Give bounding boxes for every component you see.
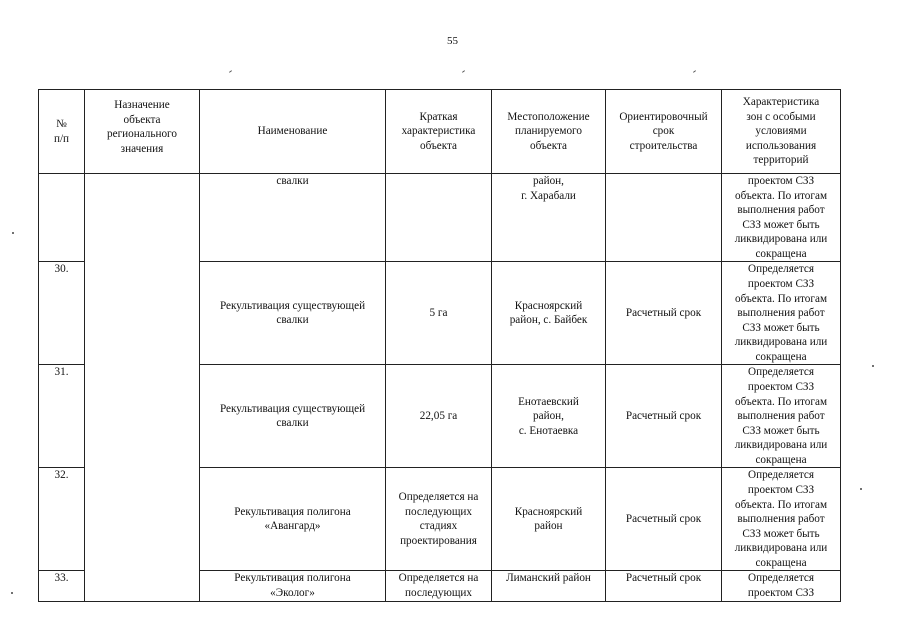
header-term: Ориентировочный срок строительства xyxy=(606,90,722,174)
cell-zones: Определяется проектом СЗЗ xyxy=(722,571,841,601)
cell-name: Рекультивация существующей свалки xyxy=(200,262,386,365)
cell-name: Рекультивация существующей свалки xyxy=(200,365,386,468)
cell-zones: Определяется проектом СЗЗ объекта. По итогам выполнения работ СЗЗ может быть ликвидирована или сокращена xyxy=(722,365,841,468)
cell-num xyxy=(39,174,85,262)
cell-location: Енотаевский район, с. Енотаевка xyxy=(492,365,606,468)
cell-term: Расчетный срок xyxy=(606,365,722,468)
cell-num: 31. xyxy=(39,365,85,468)
page-number: 55 xyxy=(447,35,458,47)
cell-zones: Определяется проектом СЗЗ объекта. По итогам выполнения работ СЗЗ может быть ликвидирована или сокращена xyxy=(722,262,841,365)
cell-num: 30. xyxy=(39,262,85,365)
header-brief: Краткая характеристика объекта xyxy=(386,90,492,174)
header-purpose: Назначение объекта регионального значения xyxy=(85,90,200,174)
header-location: Местоположение планируемого объекта xyxy=(492,90,606,174)
cell-location: Лиманский район xyxy=(492,571,606,601)
header-zones: Характеристика зон с особыми условиями использования территорий xyxy=(722,90,841,174)
cell-location: Красноярский район, с. Байбек xyxy=(492,262,606,365)
cell-brief: Определяется на последующих xyxy=(386,571,492,601)
scan-mark xyxy=(462,70,465,73)
scan-mark xyxy=(693,70,696,73)
cell-brief xyxy=(386,174,492,262)
header-name: Наименование xyxy=(200,90,386,174)
header-num: № п/п xyxy=(39,90,85,174)
cell-location: Красноярский район xyxy=(492,468,606,571)
cell-brief: 5 га xyxy=(386,262,492,365)
cell-zones: Определяется проектом СЗЗ объекта. По итогам выполнения работ СЗЗ может быть ликвидирована или сокращена xyxy=(722,468,841,571)
cell-num: 33. xyxy=(39,571,85,601)
scan-mark xyxy=(12,232,14,234)
cell-term: Расчетный срок xyxy=(606,262,722,365)
cell-zones: проектом СЗЗ объекта. По итогам выполнения работ СЗЗ может быть ликвидирована или сокращена xyxy=(722,174,841,262)
cell-brief: Определяется на последующих стадиях проектирования xyxy=(386,468,492,571)
cell-brief: 22,05 га xyxy=(386,365,492,468)
objects-table xyxy=(38,89,841,602)
scan-mark xyxy=(860,488,862,490)
table-row xyxy=(39,174,841,262)
scan-mark xyxy=(229,70,232,73)
scan-mark xyxy=(11,592,13,594)
table-header-row xyxy=(39,90,841,174)
cell-num: 32. xyxy=(39,468,85,571)
cell-term: Расчетный срок xyxy=(606,571,722,601)
cell-term: Расчетный срок xyxy=(606,468,722,571)
cell-name: Рекультивация полигона «Авангард» xyxy=(200,468,386,571)
cell-location: район, г. Харабали xyxy=(492,174,606,262)
cell-term xyxy=(606,174,722,262)
cell-purpose xyxy=(85,174,200,602)
cell-name: Рекультивация полигона «Эколог» xyxy=(200,571,386,601)
scan-mark xyxy=(872,365,874,367)
cell-name: свалки xyxy=(200,174,386,262)
